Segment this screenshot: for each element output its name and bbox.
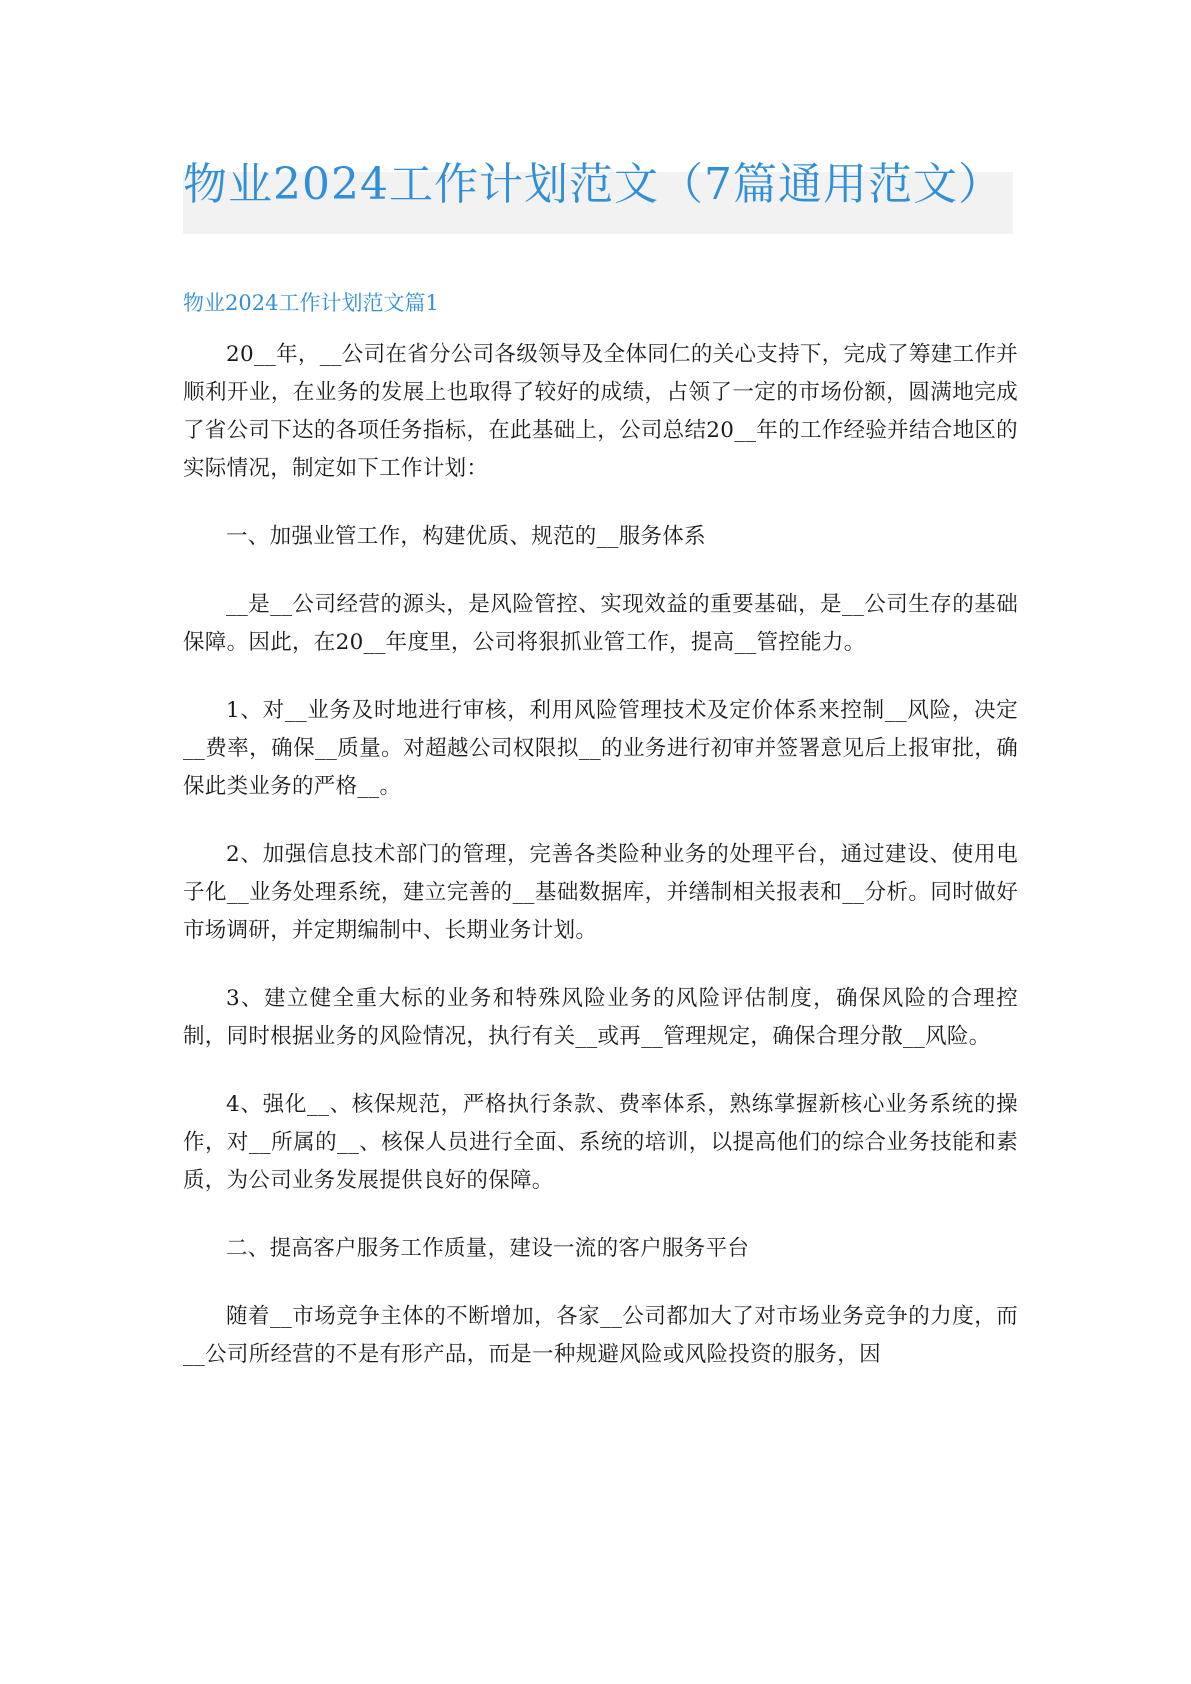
paragraph-competition: 随着__市场竞争主体的不断增加，各家__公司都加大了对市场业务竞争的力度，而__公司所经营的不是有形产品，而是一种规避风险或风险投资的服务，因 xyxy=(183,1304,1018,1367)
paragraph-basis: __是__公司经营的源头，是风险管控、实现效益的重要基础，是__公司生存的基础保障。因此，在20__年度里，公司将狠抓业管工作，提高__管控能力。 xyxy=(183,592,1018,655)
paragraph-item-3: 3、建立健全重大标的业务和特殊风险业务的风险评估制度，确保风险的合理控制，同时根据业务的风险情况，执行有关__或再__管理规定，确保合理分散__风险。 xyxy=(183,986,1018,1049)
document-body xyxy=(183,336,1018,1404)
paragraph-item-4: 4、强化__、核保规范，严格执行条款、费率体系，熟练掌握新核心业务系统的操作，对__所属的__、核保人员进行全面、系统的培训，以提高他们的综合业务技能和素质，为公司业务发展提供良好的保障。 xyxy=(183,1092,1018,1193)
paragraph-item-1: 1、对__业务及时地进行审核，利用风险管理技术及定价体系来控制__风险，决定__费率，确保__质量。对超越公司权限拟__的业务进行初审并签署意见后上报审批，确保此类业务的严格__。 xyxy=(183,698,1018,799)
paragraph-heading-1: 一、加强业管工作，构建优质、规范的__服务体系 xyxy=(226,524,706,549)
document-title: 物业2024工作计划范文（7篇通用范文） xyxy=(183,159,1003,210)
paragraph-heading-2: 二、提高客户服务工作质量，建设一流的客户服务平台 xyxy=(226,1236,750,1261)
section-heading: 物业2024工作计划范文篇1 xyxy=(183,291,439,315)
paragraph-intro: 20__年，__公司在省分公司各级领导及全体同仁的关心支持下，完成了筹建工作并顺利开业，在业务的发展上也取得了较好的成绩，占领了一定的市场份额，圆满地完成了省公司下达的各项任务指标，在此基础上，公司总结20__年的工作经验并结合地区的实际情况，制定如下工作计划： xyxy=(183,342,1018,481)
paragraph-item-2: 2、加强信息技术部门的管理，完善各类险种业务的处理平台，通过建设、使用电子化__业务处理系统，建立完善的__基础数据库，并缮制相关报表和__分析。同时做好市场调研，并定期编制中、长期业务计划。 xyxy=(183,842,1018,943)
